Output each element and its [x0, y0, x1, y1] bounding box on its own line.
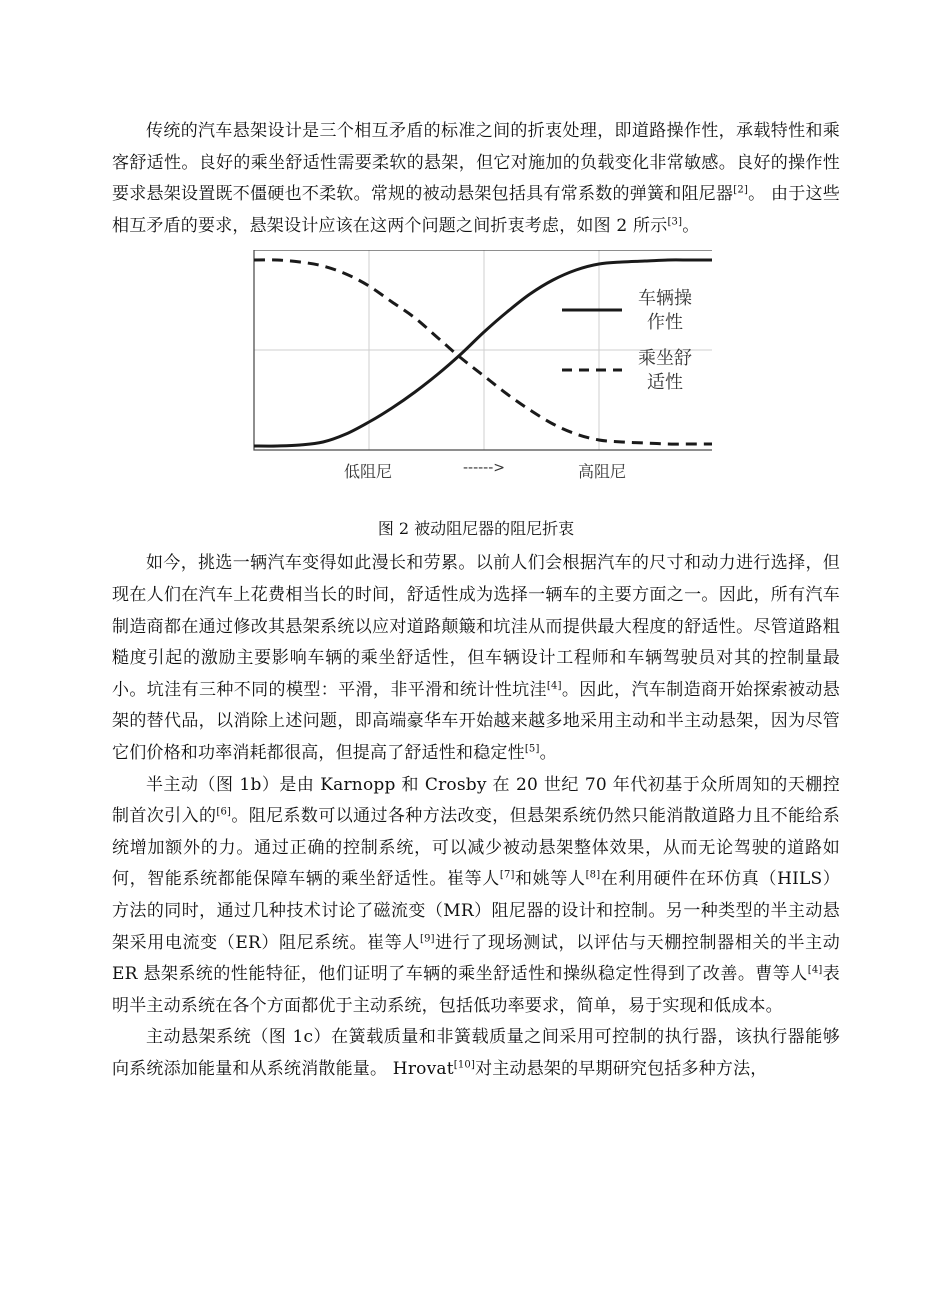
paragraph-text: 半主动（图 1b）是由 Karnopp 和 Crosby 在 20 世纪 70 年代初基于众所周知的天棚控制首次引入的: [112, 774, 840, 827]
citation-ref: [2]: [733, 184, 749, 196]
legend-label-handling: 车辆操: [638, 288, 692, 310]
legend-label-comfort: 乘坐舒: [638, 348, 692, 370]
citation-ref: [4]: [546, 680, 562, 692]
paragraph-text: 表明半主动系统在各个方面都优于主动系统，包括低功率要求，简单，易于实现和低成本。: [112, 964, 840, 1016]
figure-caption: 图 2 被动阻尼器的阻尼折衷: [377, 519, 575, 539]
figure-2: [112, 242, 840, 514]
paragraph-text: 。因此，汽车制造商开始探索被动悬架的替代品，以消除上述问题，即高端豪华车开始越来越多地采用主动和半主动悬架，因为尽管它们价格和功率消耗都很高，但提高了舒适性和稳定性: [112, 679, 841, 763]
paragraph-active: [112, 1022, 840, 1085]
paragraph-text: 。: [682, 215, 700, 236]
paragraph-intro: [112, 116, 840, 242]
legend-label-comfort: 适性: [647, 372, 683, 394]
legend-label-handling: 作性: [647, 312, 683, 334]
paragraph-text: 对主动悬架的早期研究包括多种方法，: [475, 1058, 768, 1079]
paragraph-text: 主动悬架系统（图 1c）在簧载质量和非簧载质量之间采用可控制的执行器，该执行器能够向系统添加能量和从系统消散能量。 Hrovat: [112, 1027, 840, 1079]
document-page: [112, 116, 840, 1085]
paragraph-text: 。 由于这些相互矛盾的要求，悬架设计应该在这两个问题之间折衷考虑，如图 2 所示: [112, 184, 840, 236]
citation-ref: [9]: [419, 932, 435, 944]
citation-ref: [5]: [524, 743, 540, 755]
chart-legend: [562, 288, 692, 393]
citation-ref: [4]: [807, 964, 823, 976]
x-label-low-damping: 低阻尼: [343, 462, 393, 482]
paragraph-text: 和姚等人: [514, 869, 586, 890]
citation-ref: [6]: [216, 806, 232, 818]
paragraph-text: 。: [539, 742, 557, 763]
citation-ref: [7]: [499, 869, 515, 881]
citation-ref: [10]: [453, 1059, 476, 1071]
paragraph-text: 。阻尼系数可以通过各种方法改变，但悬架系统仍然只能消散道路力且不能给系统增加额外的力。通过正确的控制系统，可以减少被动悬架整体效果，从而无论驾驶的道路如何，智能系统都能保障车辆的乘坐舒适性。崔等人: [112, 806, 840, 890]
x-label-arrow: ------>: [462, 460, 506, 477]
paragraph-text: 在利用硬件在环仿真（HILS）方法的同时，通过几种技术讨论了磁流变（MR）阻尼器的设计和控制。另一种类型的半主动悬架采用电流变（ER）阻尼系统。崔等人: [112, 869, 840, 953]
paragraph-comfort: [112, 548, 840, 769]
paragraph-text: 如今，挑选一辆汽车变得如此漫长和劳累。以前人们会根据汽车的尺寸和动力进行选择，但现在人们在汽车上花费相当长的时间，舒适性成为选择一辆车的主要方面之一。因此，所有汽车制造商都在通过修改其悬架系统以应对道路颠簸和坑洼从而提供最大程度的舒适性。尽管道路粗糙度引起的激励主要影响车辆的乘坐舒适性，但车辆设计工程师和车辆驾驶员对其的控制量最小。坑洼有三种不同的模型：平滑，非平滑和统计性坑洼: [112, 553, 840, 700]
citation-ref: [3]: [667, 216, 683, 228]
paragraph-text: 传统的汽车悬架设计是三个相互矛盾的标准之间的折衷处理，即道路操作性，承载特性和乘客舒适性。良好的乘坐舒适性需要柔软的悬架，但它对施加的负载变化非常敏感。良好的操作性要求悬架设置既不僵硬也不柔软。常规的被动悬架包括具有常系数的弹簧和阻尼器: [112, 121, 840, 205]
citation-ref: [8]: [585, 869, 601, 881]
x-label-high-damping: 高阻尼: [577, 462, 627, 482]
paragraph-semi-active: [112, 770, 840, 1023]
damping-tradeoff-chart: [244, 250, 712, 486]
paragraph-text: 进行了现场测试，以评估与天棚控制器相关的半主动 ER 悬架系统的性能特征，他们证明了车辆的乘坐舒适性和操纵稳定性得到了改善。曹等人: [112, 932, 841, 985]
